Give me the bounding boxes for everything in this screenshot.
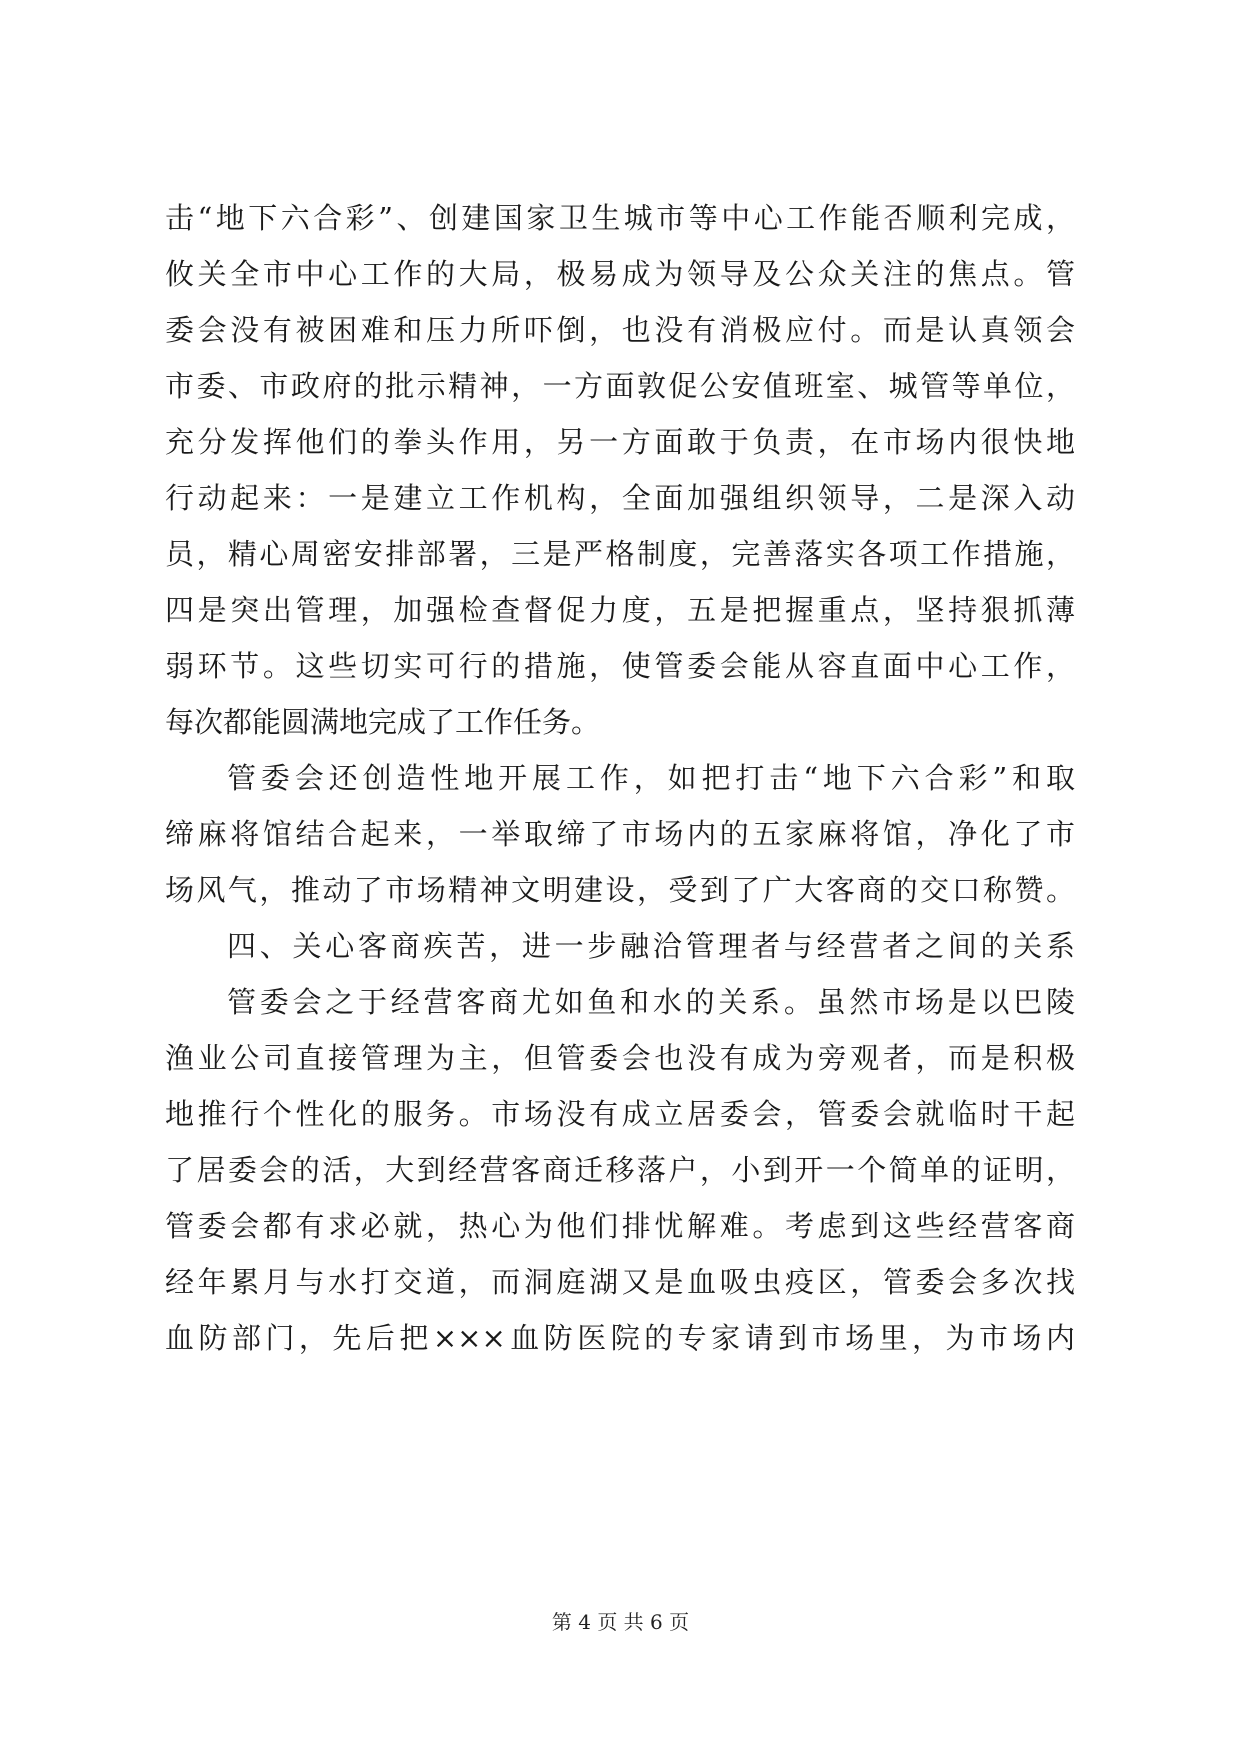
body-text: [165, 190, 1075, 1366]
text-line: 四、关心客商疾苦，进一步融洽管理者与经营者之间的关系: [227, 929, 1075, 963]
text-line: 员，精心周密安排部署，三是严格制度，完善落实各项工作措施，: [165, 537, 1075, 571]
text-line: 击“地下六合彩”、创建国家卫生城市等中心工作能否顺利完成，: [165, 201, 1075, 235]
text-line: 血防部门，先后把×××血防医院的专家请到市场里，为市场内: [165, 1321, 1075, 1355]
text-line: 场风气，推动了市场精神文明建设，受到了广大客商的交口称赞。: [165, 873, 1075, 907]
text-line: 管委会还创造性地开展工作，如把打击“地下六合彩”和取: [227, 761, 1075, 795]
text-line: 地推行个性化的服务。市场没有成立居委会，管委会就临时干起: [165, 1097, 1075, 1131]
text-line: 了居委会的活，大到经营客商迁移落户，小到开一个简单的证明，: [165, 1153, 1075, 1187]
text-line: 缔麻将馆结合起来，一举取缔了市场内的五家麻将馆，净化了市: [165, 817, 1075, 851]
text-line: 委会没有被困难和压力所吓倒，也没有消极应付。而是认真领会: [165, 313, 1075, 347]
text-line: 市委、市政府的批示精神，一方面敦促公安值班室、城管等单位，: [165, 369, 1075, 403]
page-footer: 第 4 页 共 6 页: [551, 1610, 690, 1634]
text-line: 经年累月与水打交道，而洞庭湖又是血吸虫疫区，管委会多次找: [165, 1265, 1075, 1299]
text-line: 四是突出管理，加强检查督促力度，五是把握重点，坚持狠抓薄: [165, 593, 1075, 627]
text-line: 行动起来：一是建立工作机构，全面加强组织领导，二是深入动: [165, 481, 1075, 515]
text-line: 管委会都有求必就，热心为他们排忧解难。考虑到这些经营客商: [165, 1209, 1075, 1243]
text-line: 攸关全市中心工作的大局，极易成为领导及公众关注的焦点。管: [165, 257, 1075, 291]
text-line: 渔业公司直接管理为主，但管委会也没有成为旁观者，而是积极: [165, 1041, 1075, 1075]
text-line: 每次都能圆满地完成了工作任务。: [165, 705, 601, 739]
text-line: 管委会之于经营客商尤如鱼和水的关系。虽然市场是以巴陵: [227, 985, 1075, 1019]
text-line: 弱环节。这些切实可行的措施，使管委会能从容直面中心工作，: [165, 649, 1075, 683]
text-line: 充分发挥他们的拳头作用，另一方面敢于负责，在市场内很快地: [165, 425, 1075, 459]
